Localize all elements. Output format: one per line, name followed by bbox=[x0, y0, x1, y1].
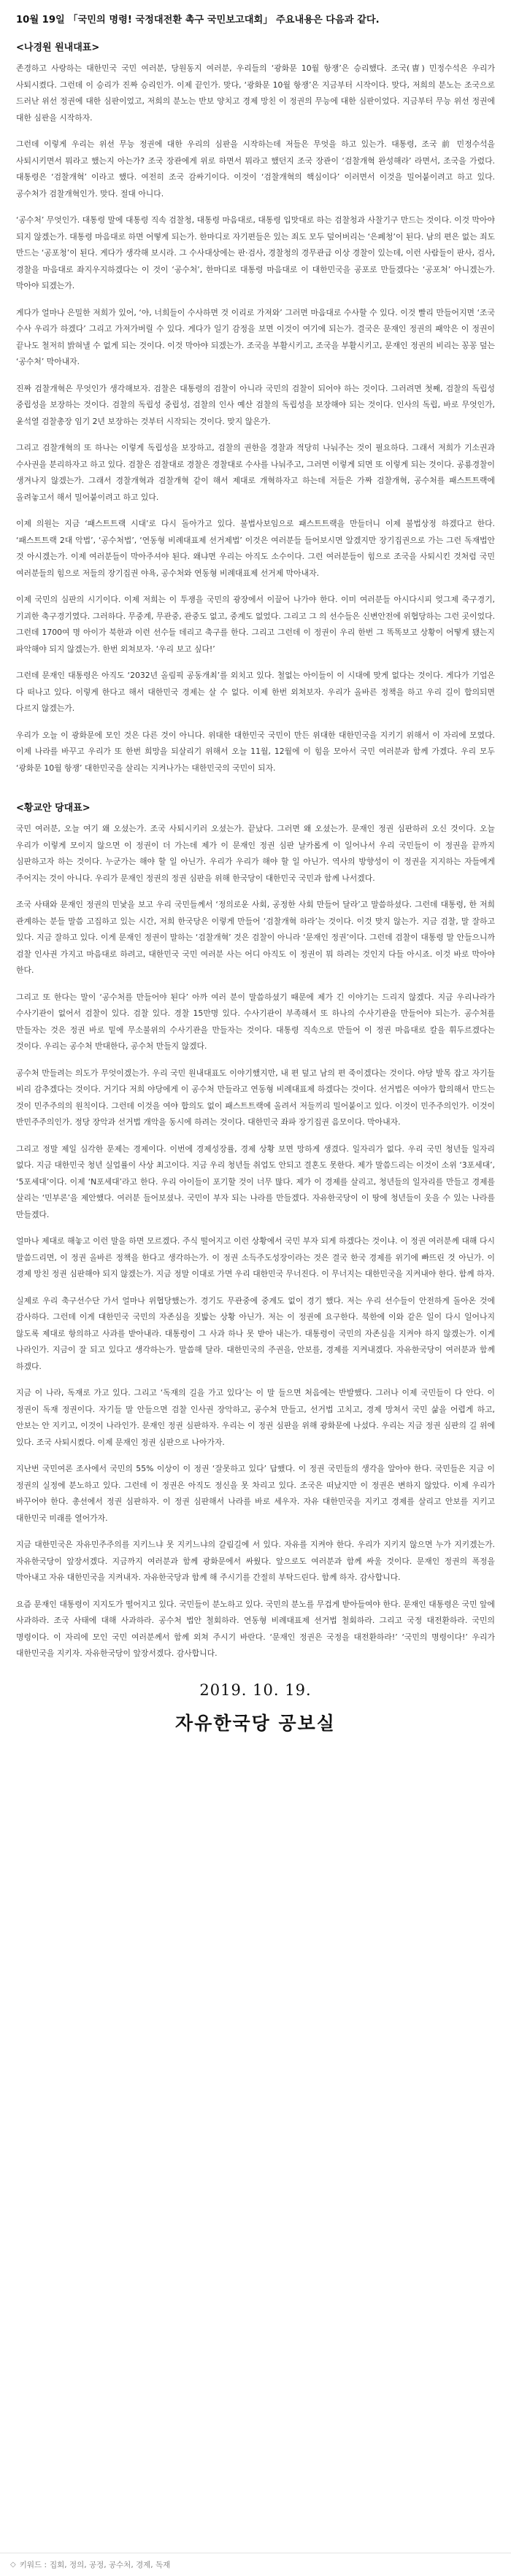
paragraph: 그런데 문재인 대통령은 아직도 ‘2032년 올림픽 공동개최’를 외치고 있다. 철없는 아이들이 이 시대에 맞게 없다는 것이다. 게다가 기업은 다 떠나고 있다. 이렇게 한다고 해서 대한민국 경제는 살 수 없다. 이제 한번 외쳐보자. 우리가 올바른 정책을 하고 우리 길이 합의되면 다르지 않겠는가. bbox=[16, 671, 495, 713]
paragraph: 지금 이 나라, 독재로 가고 있다. 그리고 ‘독재의 길을 가고 있다’는 이 말 들으면 처음에는 반발했다. 그러나 이제 국민들이 다 안다. 이 정권이 독재 정권이다. 자기들 말 안들으면 검찰 인사권 장악하고, 공수처 만들고, 선거법 고치고, 경제 망쳐서 국민 삶을 어렵게 하고, 안보는 안 지키고, 이것이 나라인가. 문재인 정권 심판하자. 우리는 이 정권 심판을 위해 광화문에 나섰다. 우리는 지금 정권 심판의 길 위에 있다. 조국 사퇴시켰다. 이제 문재인 정권 심판으로 나아가자. bbox=[16, 1388, 495, 1447]
tag-icon: ◇ bbox=[10, 2561, 16, 2569]
paragraph: 그리고 또 한다는 말이 ‘공수처를 만들어야 된다’ 아까 여러 분이 말씀하셨기 때문에 제가 긴 이야기는 드리지 않겠다. 지금 우리나라가 수사기관이 없어서 검찰이 있다. 검찰 있다. 경찰 15만명 있다. 수사기관이 부족해서 또 하나의 수사기관을 만들어야 되는가. 공수처를 만들자는 것은 정권 바로 밑에 무소불위의 수사기관을 만들자는 것이다. 대통령 직속으로 만들어 이 정권 마음대로 칼을 휘두르겠다는 것이다. 우리는 공수처 반대한다, 공수처 만들지 않겠다. bbox=[16, 992, 495, 1051]
section-heading-2: <황교안 당대표> bbox=[16, 803, 91, 814]
paragraph: 지금 대한민국은 자유민주주의를 지키느냐 못 지키느냐의 갈림길에 서 있다. 자유를 지켜야 한다. 우리가 지키지 않으면 누가 지키겠는가. 자유한국당이 앞장서겠다. 지금까지 여러분과 함께 광화문에서 싸웠다. 앞으로도 여러분과 함께 싸울 것이다. 문재인 정권의 폭정을 막아내고 자유 대한민국을 지켜내자. 자유한국당과 함께 해 주시기를 간절히 부탁드린다. 함께 하자. 감사합니다. bbox=[16, 1540, 495, 1582]
paragraph: 실제로 우리 축구선수단 가서 얼마나 위협당했는가. 경기도 무관중에 중계도 없이 경기 했다. 저는 우리 선수들이 안전하게 돌아온 것에 감사하다. 그런데 이게 대한민국 국민의 자존심을 짓밟는 상황 아닌가. 저는 이 정권에 요구한다. 북한에 이와 같은 일이 다시 일어나지 않도록 제대로 항의하고 사과를 받아내라. 대통령이 그 사과 하나 못 받아 내는가. 대통령이 국민의 자존심을 지켜야 하지 않겠는가. 이게 나라인가. 지금이 잘 되고 있다고 생각하는가. 말씀해 달라. 대한민국의 주권을, 안보를, 경제를 지켜내겠다. 자유한국당이 여러분과 함께 하겠다. bbox=[16, 1295, 495, 1371]
release-date: 2019. 10. 19. bbox=[199, 1681, 312, 1699]
paragraph: 얼마나 제대로 해놓고 이런 말을 하면 모르겠다. 주식 떨어지고 이런 상황에서 국민 부자 되게 하겠다는 것이냐. 이 정권 여러분께 대해 다시 말씀드리면, 이 정권 올바른 정책을 한다고 생각하는가. 이 정권 소득주도성장이라는 것은 결국 한국 경제를 위기에 빠뜨린 것 아닌가. 이 경제 망친 정권 심판해야 되지 않겠는가. 지금 정말 이대로 가면 우리 대한민국 무너진다. 이 무너지는 대한민국을 지켜내야 한다. 함께 하자. bbox=[16, 1236, 495, 1279]
signature: 자유한국당 공보실 bbox=[175, 1712, 336, 1734]
keywords-label: 키워드 : bbox=[19, 2561, 47, 2569]
paragraph: 이제 의원는 지금 ‘패스트트랙 시대’로 다시 돌아가고 있다. 불법사보임으로 패스트트랙을 만들더니 이제 불법상정 하겠다고 한다. ‘패스트트랙 2대 악법’, ‘공수처법’, ‘연동형 비례대표제 선거제법’ 이것은 여러분들 들어보시면 알겠지만 장기집권으로 가는 그런 독재법안 것 아시겠는가. 이제 여러분들이 막아주셔야 된다. 왜냐면 우리는 아직도 소수이다. 그런 여러분들이 힘으로 조국을 사퇴시킨 것처럼 국민 여러분들의 힘으로 저들의 장기집권 야욕, 공수처와 연동형 비례대표제 선거제 막아내자. bbox=[16, 519, 495, 578]
paragraph: 우리가 오늘 이 광화문에 모인 것은 다른 것이 아니다. 위대한 대한민국 국민이 만든 위대한 대한민국을 지키기 위해서 이 자리에 모였다. 이제 나라를 바꾸고 우리가 또 한번 희망을 되살리기 위해서 오늘 11월, 12월에 이 힘을 모아서 국민 여러분과 함께 가겠다. 우리 모두 ‘광화문 10월 항쟁’ 대한민국을 살리는 지켜나가는 대한민국의 국민이 되자. bbox=[16, 730, 495, 773]
paragraph: 존경하고 사랑하는 대한민국 국민 여러분, 당원동지 여러분, 우리들의 ‘광화문 10월 항쟁’은 승리했다. 조국(曺) 민정수석은 우리가 사퇴시켰다. 그런데 이 승리가 진짜 승리인가. 이제 끝인가. 맞다, ‘광화문 10월 항쟁’은 지금부터 시작이다. 맞다, 저희의 분노는 조국으로 드러난 위선 정권에 대한 심판이었고, 저희의 분노는 반보 양치고 경제 망친 이 정권의 무능에 대한 심판이었다. 지금부터 무능 위선 정권에 대한 심판을 시작하자. bbox=[16, 63, 495, 123]
section-heading-1: <나경원 원내대표> bbox=[16, 42, 100, 53]
paragraph: ‘공수처’ 무엇인가. 대통령 말에 대통령 직속 검찰청, 대통령 마음대로, 대통령 입맛대로 하는 검찰청과 사찰기구 만드는 것이다. 이것 막아야 되지 않겠는가. 대통령 마음대로 하면 어떻게 되는가. 한마디로 자기편들은 있는 죄도 모두 덮어버리는 ‘은폐청’이 된다. 남의 편은 없는 죄도 만드는 ‘공포청’이 된다. 게다가 생각해 보시라. 그 수사대상에는 판‧검사, 경찰청의 경무관급 이상 경찰이 있는데, 이런 사람들이 판사, 검사, 경찰을 마음대로 좌지우지하겠다는 이 것이 ‘공수처’, 한마디로 대통령 마음대로 이 대한민국을 공포로 만들겠다는 ‘공포처’ 아니겠는가. 막아야 되겠는가. bbox=[16, 215, 495, 290]
document-title: 10월 19일 「국민의 명령! 국정대전환 촉구 국민보고대회」 주요내용은 다음과 같다. bbox=[16, 15, 380, 26]
paragraph: 그런데 이렇게 우리는 위선 무능 정권에 대한 우리의 심판을 시작하는데 저들은 무엇을 하고 있는가. 대통령, 조국 前 민정수석을 사퇴시키면서 뭐라고 했는지 아는가? 조국 장관에게 위로 하면서 뭐라고 했던지 조국 장관이 ‘검찰개혁 완성해라’ 라면서, 조국을 가렸다. 대통령은 ‘검찰개혁’ 이라고 했다. 여전히 조국 감싸기이다. 이것이 ‘검찰개혁의 핵심이다’ 이러면서 이것을 밀어붙이려고 하고 있다. 공수처가 검찰개혁인가. 맞다. 절대 아니다. bbox=[16, 139, 495, 198]
paragraph: 진짜 검찰개혁은 무엇인가 생각해보자. 검찰은 대통령의 검찰이 아니라 국민의 검찰이 되어야 하는 것이다. 그러려면 첫째, 검찰의 독립성 중립성을 보장하는 것이다. 검찰의 독립성 중립성, 검찰의 인사 예산 검찰의 독립성을 보장해야 되는 것이다. 인사의 독립, 바로 무엇인가, 윤석열 검찰총장 임기 2년 보장하는 것부터 시작되는 것이다. 맞지 않은가. bbox=[16, 383, 495, 426]
paragraph: 지난번 국민여론 조사에서 국민의 55% 이상이 이 정권 ‘잘못하고 있다’ 답했다. 이 정권 국민들의 생각을 알아야 한다. 국민들은 지금 이 정권의 실정에 분노하고 있다. 그런데 이 정권은 아직도 정신을 못 차리고 있다. 조국은 떠났지만 이 정권은 변하지 않았다. 이제 우리가 바꾸어야 한다. 총선에서 정권 심판하자. 이 정권 심판해서 나라를 바로 세우자. 자유 대한민국을 지키고 경제를 살리고 안보를 지키고 대한민국 미래를 열어가자. bbox=[16, 1464, 496, 1523]
paragraph: 조국 사태와 문재인 정권의 민낯을 보고 우리 국민들께서 ‘정의로운 사회, 공정한 사회 만들어 달라’고 말씀하셨다. 그런데 대통령, 한 저희 관계하는 분들 말씀 고집하고 있는 시간, 저희 한국당은 이렇게 만들어 ‘검찰개혁 하라’는 것이다. 이것 맞지 않는가. 지금 검찰, 말 잘하고 있다. 지금 잘하고 있다. 이게 문재인 정권이 말하는 ‘검찰개혁’ 것은 검찰이 아니라 ‘문재인 정권’이다. 그런데 검찰이 대통령 말 안들으니까 검찰 인사권 가지고 마음대로 하려고, 대한민국 국민 여러분 사는 어디 아직도 이 정권이 뭐 하려는 것인지 다들 아시죠. 이것 바로 막아야 한다. bbox=[16, 900, 495, 975]
paragraph: 그리고 검찰개혁의 또 하나는 이렇게 독립성을 보장하고, 검찰의 권한을 경찰과 적당히 나눠주는 것이 필요하다. 그래서 저희가 기소권과 수사권을 분리하자고 하고 있다. 검찰은 검찰대로 경찰은 경찰대로 수사를 나눠주고, 그러면 이렇게 되면 또 이렇게 되는 것이다. 공룡경찰이 생겨나지 않겠는가. 그래서 경찰개혁과 검찰개혁 같이 해서 제대로 개혁하자고 하는데 저들은 가짜 검찰개혁, 공수처를 패스트트랙에 올려놓고서 해서 밀어붙이려고 하고 있다. bbox=[16, 443, 495, 502]
paragraph: 게다가 얼마나 은밀한 저희가 있어, ‘야, 너희들이 수사하면 것 이리로 가져와’ 그러면 마음대로 수사할 수 있다. 이것 빨리 만들어지면 ‘조국 수사 우리가 하겠다’ 그리고 가져가버릴 수 있다. 게다가 일기 감정을 보면 이것이 여기에 되는가. 결국은 문재인 정권의 패악은 이 정권이 끝나도 철저히 밝혀낼 수 없게 되는 것이다. 이것 막아야 되겠는가. 조국을 부활시키고, 조국을 부활시키고, 문재인 정권의 비리는 꽁꽁 덮는 ‘공수처’ 막아내자. bbox=[16, 307, 495, 366]
keywords-bar bbox=[0, 2553, 511, 2576]
section-spacer bbox=[16, 787, 495, 800]
paragraph: 이제 국민의 심판의 시기이다. 이제 저희는 이 투쟁을 국민의 광장에서 이끌어 나가야 한다. 이미 여러분들 아시다시피 엊그제 죽구경기, 기괴한 축구경기였다. 그러하다. 무중계, 무관중, 관중도 없고, 중계도 없었다. 그리고 그 의 선수들은 신변안전에 위협당하는 그런 곳이었다. 그런데 1700여 명 아이가 북한과 이런 선수들 데리고 축구를 한다. 그리고 그런데 이 정권이 우리 한번 그 똑똑보고 상황이 어떻게 됐는지 파악해야 되지 않겠는가. 한번 외쳐보자. ‘우리 보고 싶다!’ bbox=[16, 595, 495, 654]
paragraph: 공수처 만들려는 의도가 무엇이겠는가. 우리 국민 원내대표도 이야기했지만, 내 편 덮고 남의 편 죽이겠다는 것이다. 야당 발목 잡고 자기들 비리 감추겠다는 것이다. 거기다 저희 야당에게 이 공수처 만들라고 연동형 비례대표제 하겠다는 것이다. 선거법은 여야가 합의해서 만드는 것이 민주주의의 원칙이다. 그런데 이것을 여야 합의도 없이 패스트트랙에 올려서 저들끼리 밀어붙이고 있다. 이것이 민주주의인가. 이것이 반민주주의인가. 정당 장악과 선거법 개악을 동시에 하려는 것이다. 대한민국 좌파 장기집권 음모이다. 막아내자. bbox=[16, 1068, 495, 1127]
keywords-list[interactable]: 집회, 정의, 공정, 공수처, 경제, 독재 bbox=[50, 2561, 171, 2569]
paragraph: 국민 여러분, 오늘 여기 왜 오셨는가. 조국 사퇴시키러 오셨는가. 끝났다. 그러면 왜 오셨는가. 문재인 정권 심판하러 오신 것이다. 오늘 우리가 이렇게 모이지 않으면 이 정권이 더 가는데 제가 이 문재인 정권 심판 날카롭게 이 일어나서 우리 국민들이 이 정권을 끝까지 심판하고자 하는 것이다. 누군가는 해야 할 일 아닌가. 우리가 우리가 해야 할 일 아닌가. 역사의 방향성이 이 정권을 지지하는 자들에게 주어지는 것이 아니다. 우리가 문재인 정권의 정권 심판을 위해 한국당이 대한민국 국민과 함께 나서겠다. bbox=[16, 824, 495, 883]
paragraph: 그리고 정말 제일 심각한 문제는 경제이다. 이번에 경제성장률, 경제 상황 보면 망하게 생겼다. 일자리가 없다. 우리 국민 청년들 일자리 없다. 지금 대한민국 청년 실업률이 사상 최고이다. 지금 우리 청년들 취업도 안되고 결혼도 못한다. 제가 말씀드리는 이것이 소위 ‘3포세대’, ‘5포세대’이다. 이제 ‘N포세대’라고 한다. 우리 아이들이 포기할 것이 너무 많다. 제가 이 경제를 살리고, 청년들의 일자리를 만들고 경제를 살리는 ‘민부론’을 제안했다. 여러분 들어보셨나. 국민이 부자 되는 나라를 만들겠다. 자유한국당이 이 땅에 청년들이 웃을 수 있는 나라를 만들겠다. bbox=[16, 1144, 495, 1219]
paragraph: 요즘 문재인 대통령이 지지도가 떨어지고 있다. 국민들이 분노하고 있다. 국민의 분노를 무겁게 받아들여야 한다. 문재인 대통령은 국민 앞에 사과하라. 조국 사태에 대해 사과하라. 공수처 법안 철회하라. 연동형 비례대표제 선거법 철회하라. 그리고 국정 대전환하라. 국민의 명령이다. 이 자리에 모인 국민 여러분께서 함께 외쳐 주시기 바란다. ‘문재인 정권은 국정을 대전환하라!’ ‘국민의 명령이다!’ 우리가 대한민국을 지키자. 자유한국당이 앞장서겠다. 감사합니다. bbox=[16, 1599, 495, 1658]
